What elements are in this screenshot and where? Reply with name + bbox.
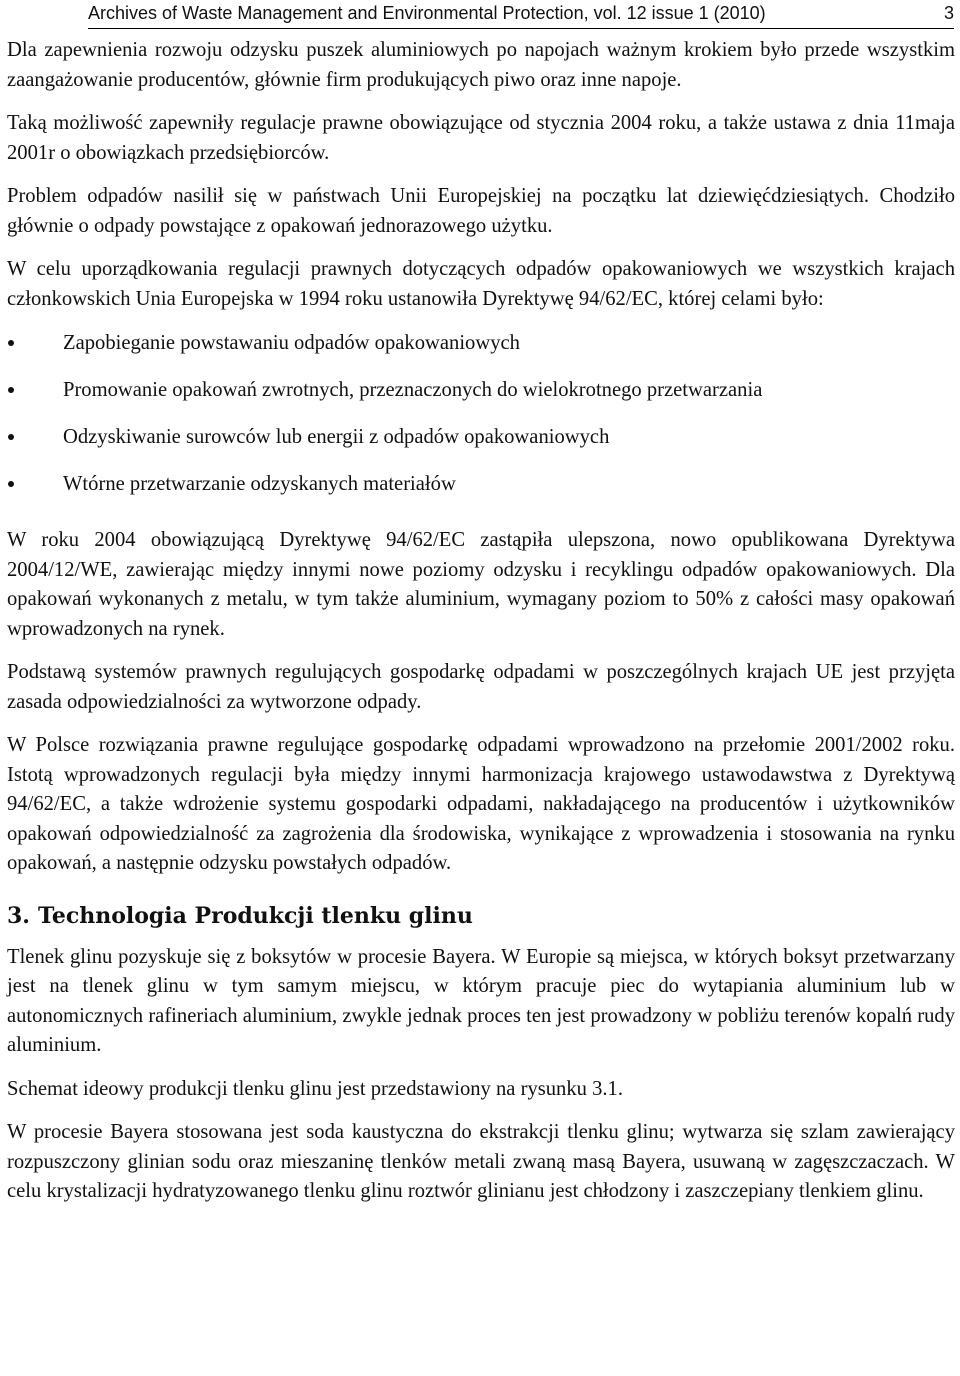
- paragraph: W procesie Bayera stosowana jest soda kaustyczna do ekstrakcji tlenku glinu; wytwarza się szlam zawierający rozpuszczony glinian sodu oraz mieszaninę tlenków metali zwaną masą Bayera, usuwaną w zagęszczaczach. W celu krystalizacji hydratyzowanego tlenku glinu roztwór glinianu jest chłodzony i zaszczepiany tlenkiem glinu.: [7, 1121, 955, 1202]
- paragraph: Taką możliwość zapewniły regulacje prawne obowiązujące od stycznia 2004 roku, a także ustawa z dnia 11maja 2001r o obowiązkach przedsiębiorców.: [7, 112, 955, 164]
- paragraph: Schemat ideowy produkcji tlenku glinu jest przedstawiony na rysunku 3.1.: [7, 1077, 623, 1100]
- running-header: [88, 2, 954, 29]
- page-body: [7, 36, 955, 1221]
- list-item-text: Zapobieganie powstawaniu odpadów opakowaniowych: [63, 332, 520, 354]
- section-number: 3.: [7, 902, 30, 929]
- bullet-icon: [8, 434, 14, 440]
- list-item: [7, 422, 955, 469]
- list-item-text: Wtórne przetwarzanie odzyskanych materiałów: [63, 473, 456, 495]
- paragraph: W Polsce rozwiązania prawne regulujące gospodarkę odpadami wprowadzono na przełomie 2001/2002 roku. Istotą wprowadzonych regulacji była między innymi harmonizacja krajowego ustawodawstwa z Dyrektywą 94/62/EC, a także wdrożenie systemu gospodarki odpadami, nakładającego na producentów i użytkowników opakowań odpowiedzialność za zagrożenia dla środowiska, wynikające z wprowadzenia i stosowania na rynku opakowań, a następnie odzysku powstałych odpadów.: [7, 734, 955, 874]
- page-number: 3: [943, 3, 954, 23]
- paragraph: Tlenek glinu pozyskuje się z boksytów w procesie Bayera. W Europie są miejsca, w których boksyt przetwarzany jest na tlenek glinu w tym samym miejscu, w którym pracuje piec do wytapiania aluminium lub w autonomicznych rafineriach aluminium, zwykle jednak proces ten jest prowadzony w pobliżu terenów kopalń rudy aluminium.: [7, 945, 955, 1056]
- bullet-icon: [8, 387, 14, 393]
- list-item: [7, 469, 955, 516]
- list-item: [7, 375, 955, 422]
- list-item-text: Odzyskiwanie surowców lub energii z odpadów opakowaniowych: [63, 426, 610, 448]
- paragraph: W celu uporządkowania regulacji prawnych dotyczących odpadów opakowaniowych we wszystkich krajach członkowskich Unia Europejska w 1994 roku ustanowiła Dyrektywę 94/62/EC, której celami było:: [7, 258, 955, 310]
- list-item: [7, 328, 955, 375]
- paragraph: Problem odpadów nasilił się w państwach Unii Europejskiej na początku lat dziewięćdziesiątych. Chodziło głównie o odpady powstające z opakowań jednorazowego użytku.: [7, 185, 955, 237]
- list-item-text: Promowanie opakowań zwrotnych, przeznaczonych do wielokrotnego przetwarzania: [63, 379, 763, 401]
- bullet-icon: [8, 481, 14, 487]
- paragraph: Podstawą systemów prawnych regulujących gospodarkę odpadami w poszczególnych krajach UE jest przyjęta zasada odpowiedzialności za wytworzone odpady.: [7, 661, 955, 713]
- paragraph: W roku 2004 obowiązującą Dyrektywę 94/62/EC zastąpiła ulepszona, nowo opublikowana Dyrektywa 2004/12/WE, zawierając między innymi nowe poziomy odzysku i recyklingu odpadów opakowaniowych. Dla opakowań wykonanych z metalu, w tym także aluminium, wymagany poziom to 50% z całości masy opakowań wprowadzonych na rynek.: [7, 529, 955, 640]
- directive-goals-list: [7, 328, 955, 516]
- section-heading: [7, 901, 955, 931]
- section-title: Technologia Produkcji tlenku glinu: [37, 902, 473, 929]
- paragraph: Dla zapewnienia rozwoju odzysku puszek aluminiowych po napojach ważnym krokiem było przede wszystkim zaangażowanie producentów, głównie firm produkujących piwo oraz inne napoje.: [7, 39, 955, 91]
- journal-citation: Archives of Waste Management and Environmental Protection, vol. 12 issue 1 (2010): [88, 3, 766, 23]
- bullet-icon: [8, 340, 14, 346]
